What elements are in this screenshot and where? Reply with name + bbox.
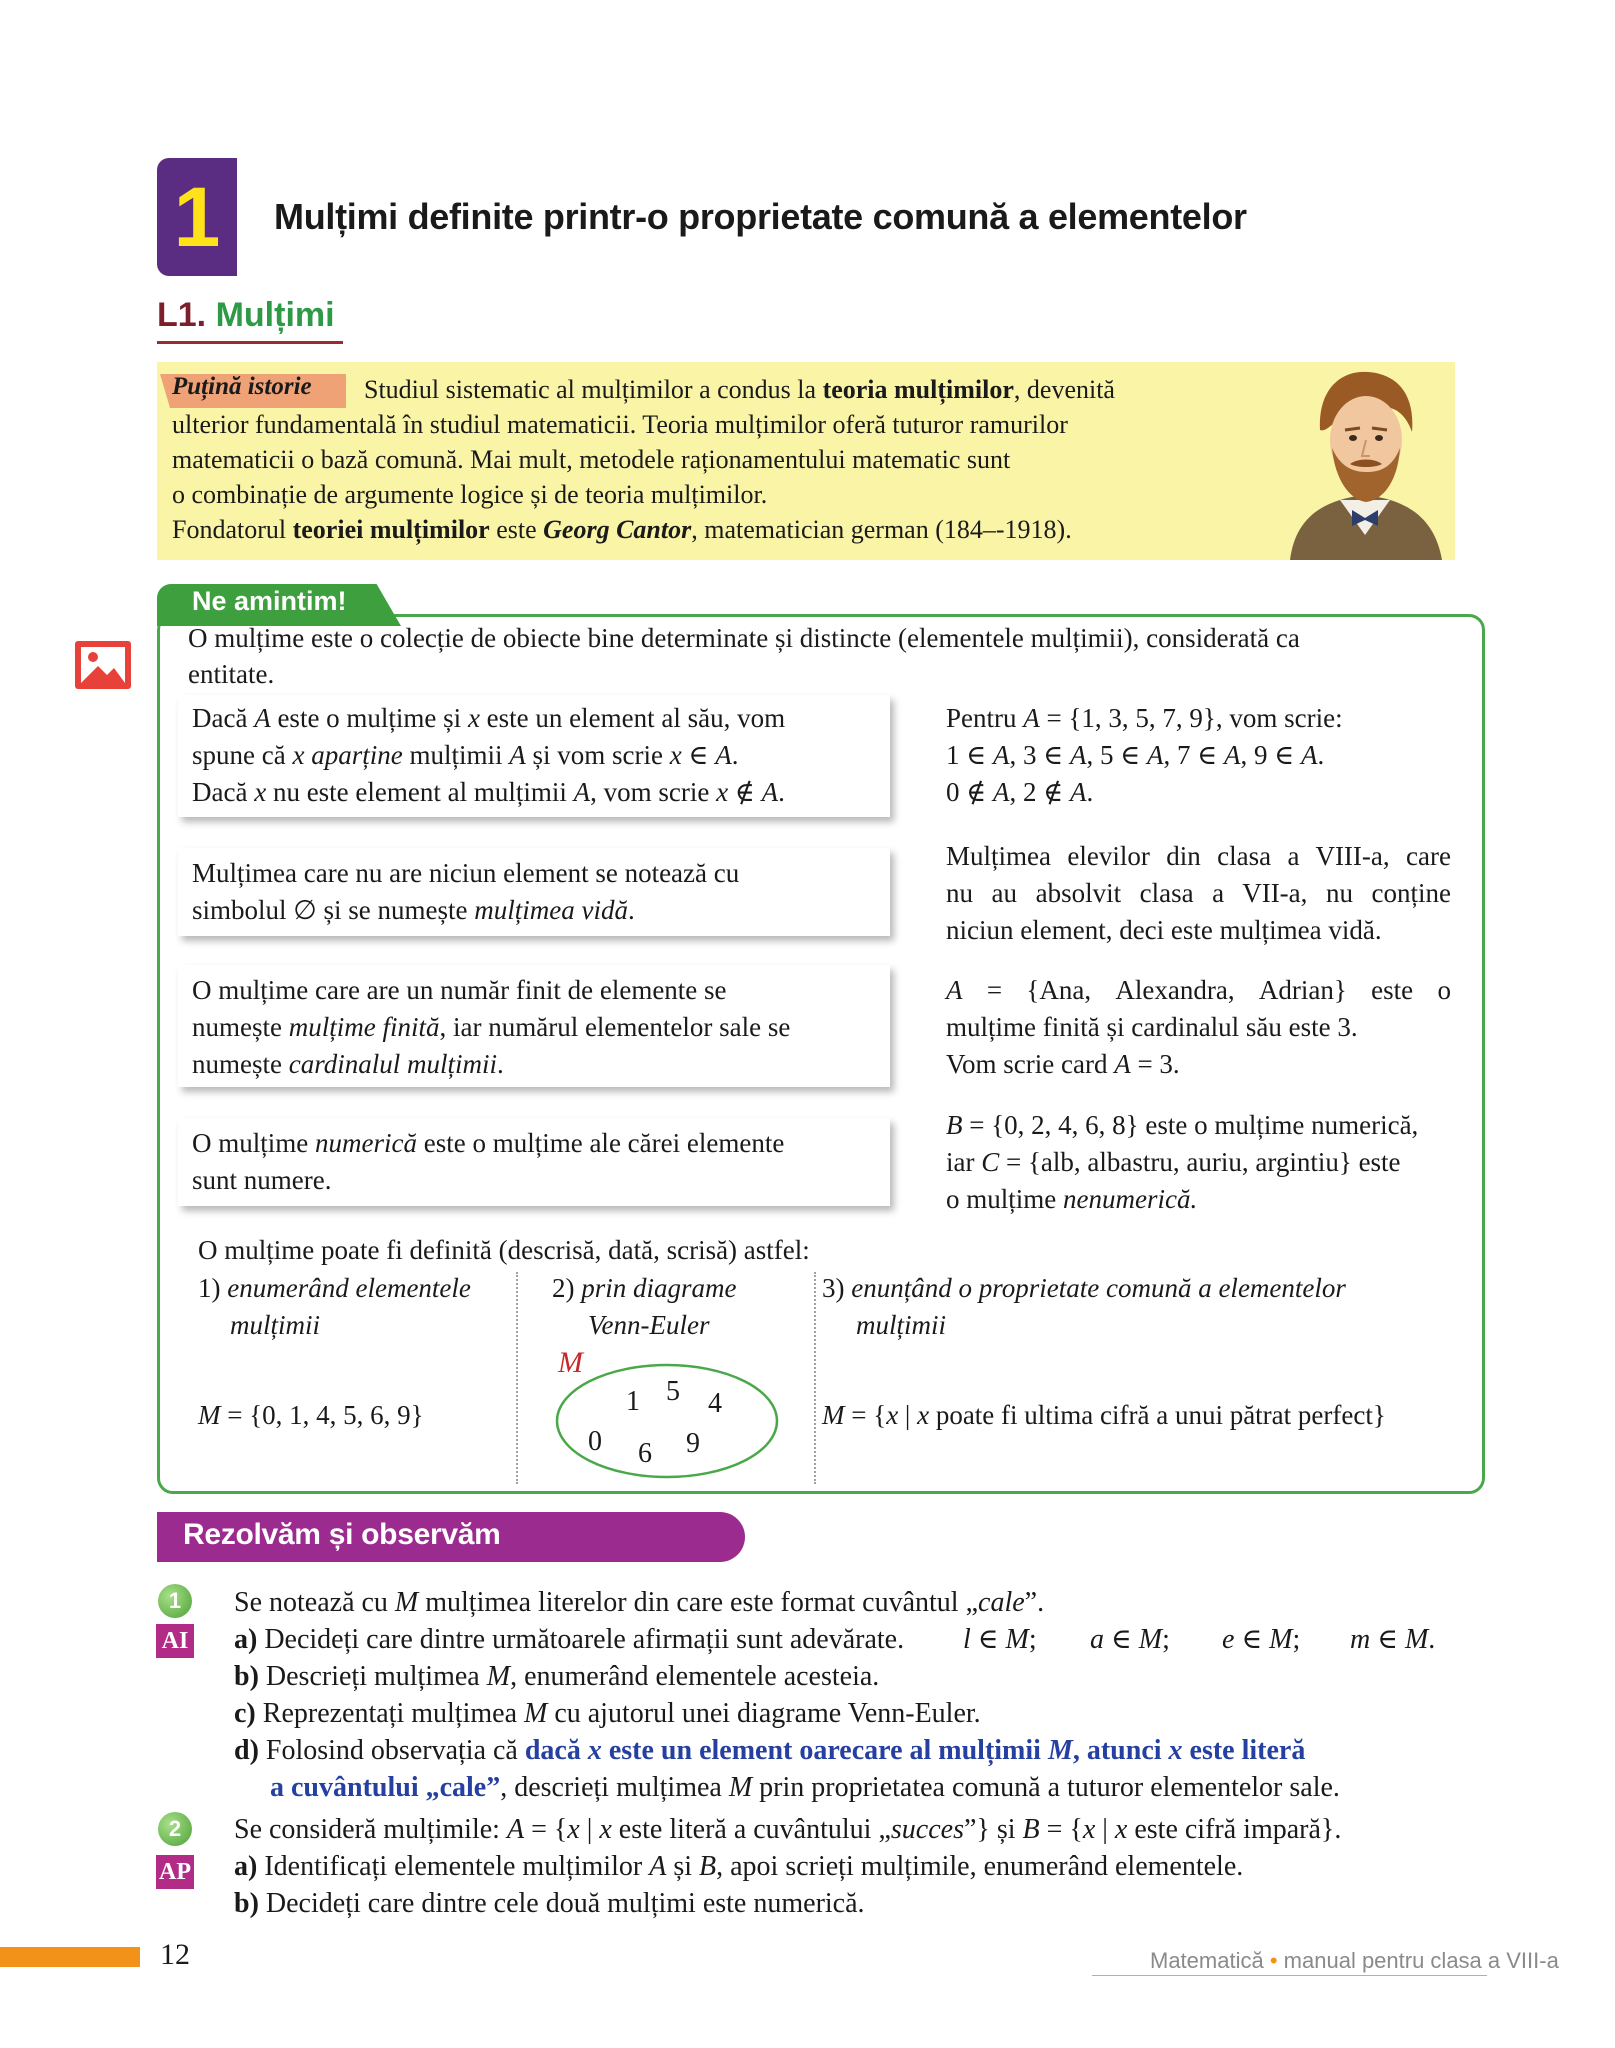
card-empty-line-2: simbolul ∅ și se numește mulțimea vidă.: [192, 895, 635, 925]
example-empty-line-2: nu au absolvit clasa a VII-a, nu conține: [946, 878, 1451, 908]
exercise-2-a: a) Identificați elementele mulțimilor A și B, apoi scrieți mulțimile, enumerând elementele.: [234, 1851, 1244, 1882]
exercise-1-a-item: a ∈ M;: [1090, 1624, 1170, 1655]
history-line-3: matematicii o bază comună. Mai mult, metodele raționamentului matematic sunt: [172, 445, 1011, 474]
chapter-title: Mulțimi definite printr-o proprietate comună a elementelor: [274, 196, 1247, 237]
exercise-1-d-line-2: a cuvântului „cale”, descrieți mulțimea M prin proprietatea comună a tuturor elementelor sale.: [270, 1772, 1340, 1803]
image-icon[interactable]: [74, 640, 132, 690]
reminder-tab-label: Ne amintim!: [192, 586, 347, 616]
venn-element: 9: [686, 1428, 700, 1459]
exercise-2-number: 2: [158, 1812, 192, 1846]
example-finite-line-3: Vom scrie card A = 3.: [946, 1049, 1180, 1079]
ways-intro: O mulțime poate fi definită (descrisă, dată, scrisă) astfel:: [198, 1235, 810, 1265]
example-membership-line-2: 1 ∈ A, 3 ∈ A, 5 ∈ A, 7 ∈ A, 9 ∈ A.: [946, 740, 1325, 770]
set-enumeration: M = {0, 1, 4, 5, 6, 9}: [198, 1400, 424, 1430]
example-membership-line-1: Pentru A = {1, 3, 5, 7, 9}, vom scrie:: [946, 703, 1343, 733]
venn-element: 5: [666, 1376, 680, 1407]
venn-element: 6: [638, 1438, 652, 1469]
footer-book-title: Matematică • manual pentru clasa a VIII-a: [1150, 1948, 1559, 1973]
card-membership-line-1: Dacă A este o mulțime și x este un element al său, vom: [192, 703, 786, 733]
history-line-4: o combinație de argumente logice și de teoria mulțimilor.: [172, 480, 768, 509]
lesson-name: Mulțimi: [215, 296, 335, 334]
card-finite-line-3: numește cardinalul mulțimii.: [192, 1049, 504, 1079]
way-1-line-1: 1) enumerând elementele: [198, 1273, 471, 1303]
venn-element: 0: [588, 1426, 602, 1457]
exercise-2-b: b) Decideți care dintre cele două mulțimi este numerică.: [234, 1888, 865, 1919]
example-empty-line-3: niciun element, deci este mulțimea vidă.: [946, 915, 1382, 945]
history-line-5: Fondatorul teoriei mulțimilor este Georg Cantor, matematician german (184–-1918).: [172, 515, 1072, 544]
column-divider-1: [516, 1272, 518, 1484]
history-tag: Puțină istorie: [172, 373, 312, 400]
example-numeric-line-1: B = {0, 2, 4, 6, 8} este o mulțime numerică,: [946, 1110, 1419, 1140]
example-numeric-line-3: o mulțime nenumerică.: [946, 1184, 1198, 1214]
lesson-title: [157, 296, 335, 335]
chapter-number: 1: [173, 170, 221, 264]
page-number: 12: [160, 1938, 190, 1971]
example-empty-line-1: Mulțimea elevilor din clasa a VIII-a, care: [946, 841, 1451, 871]
exercise-1-a-item: m ∈ M.: [1350, 1624, 1436, 1655]
card-finite-line-2: numește mulțime finită, iar numărul elementelor sale se: [192, 1012, 791, 1042]
card-numeric-line-2: sunt numere.: [192, 1165, 332, 1195]
solve-tab-label: Rezolvăm și observăm: [183, 1518, 501, 1551]
way-3-line-2: mulțimii: [856, 1310, 947, 1340]
card-membership-line-3: Dacă x nu este element al mulțimii A, vom scrie x ∉ A.: [192, 777, 785, 807]
venn-element: 1: [626, 1386, 640, 1417]
example-numeric-line-2: iar C = {alb, albastru, auriu, argintiu} este: [946, 1147, 1401, 1177]
example-finite-line-2: mulțime finită și cardinalul său este 3.: [946, 1012, 1358, 1042]
way-2-line-2: Venn-Euler: [588, 1310, 710, 1340]
example-finite-line-1: A = {Ana, Alexandra, Adrian} este o: [946, 975, 1451, 1005]
exercise-1-a-item: e ∈ M;: [1222, 1624, 1301, 1655]
exercise-2-statement: Se consideră mulțimile: A = {x | x este literă a cuvântului „succes”} și B = {x | x este cifră impară}.: [234, 1814, 1342, 1845]
exercise-1-number: 1: [158, 1584, 192, 1618]
card-membership-line-2: spune că x aparține mulțimii A și vom scrie x ∈ A.: [192, 740, 739, 770]
card-empty-line-1: Mulțimea care nu are niciun element se notează cu: [192, 858, 740, 888]
exercise-1-tag: AI: [156, 1624, 194, 1658]
way-1-line-2: mulțimii: [230, 1310, 321, 1340]
exercise-1-a-item: l ∈ M;: [963, 1624, 1037, 1655]
reminder-intro-1: O mulțime este o colecție de obiecte bine determinate și distincte (elementele mulțimii), considerată ca: [188, 623, 1300, 653]
history-line-1: Studiul sistematic al mulțimilor a condus la teoria mulțimilor, devenită: [364, 375, 1115, 404]
exercise-1-c: c) Reprezentați mulțimea M cu ajutorul unei diagrame Venn-Euler.: [234, 1698, 981, 1729]
lesson-code: L1.: [157, 296, 207, 334]
set-property: M = {x | x poate fi ultima cifră a unui pătrat perfect}: [822, 1400, 1386, 1430]
reminder-intro-2: entitate.: [188, 659, 275, 689]
exercise-1-a: a) Decideți care dintre următoarele afirmații sunt adevărate.: [234, 1624, 905, 1655]
exercise-1-b: b) Descrieți mulțimea M, enumerând elementele acesteia.: [234, 1661, 880, 1692]
venn-element: 4: [708, 1388, 722, 1419]
exercise-1-statement: Se notează cu M mulțimea literelor din care este format cuvântul „cale”.: [234, 1587, 1045, 1618]
footer-bar: [0, 1947, 140, 1967]
footer-line: [1092, 1975, 1487, 1976]
venn-label: M: [558, 1346, 583, 1379]
example-membership-line-3: 0 ∉ A, 2 ∉ A.: [946, 777, 1094, 807]
exercise-2-tag: AP: [156, 1855, 194, 1889]
column-divider-2: [814, 1272, 816, 1484]
card-numeric-line-1: O mulțime numerică este o mulțime ale cărei elemente: [192, 1128, 785, 1158]
cantor-portrait: [1280, 360, 1450, 560]
lesson-underline: [157, 341, 343, 344]
way-3-line-1: 3) enunțând o proprietate comună a elementelor: [822, 1273, 1346, 1303]
history-line-2: ulterior fundamentală în studiul matematicii. Teoria mulțimilor oferă tuturor ramurilor: [172, 410, 1068, 439]
way-2-line-1: 2) prin diagrame: [552, 1273, 737, 1303]
exercise-1-d-line-1: d) Folosind observația că dacă x este un element oarecare al mulțimii M, atunci x este literă: [234, 1735, 1306, 1766]
card-finite-line-1: O mulțime care are un număr finit de elemente se: [192, 975, 727, 1005]
venn-diagram: [548, 1338, 788, 1488]
